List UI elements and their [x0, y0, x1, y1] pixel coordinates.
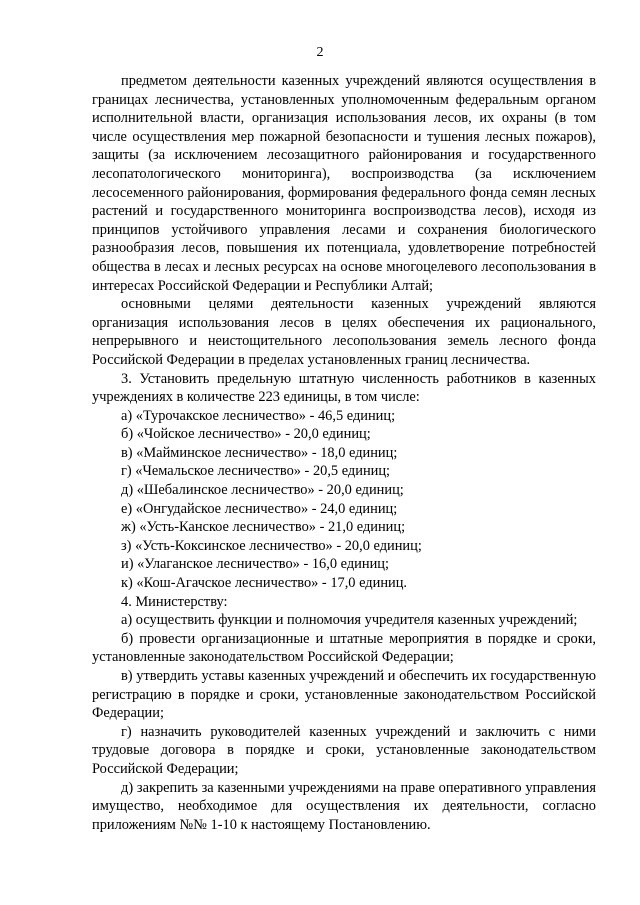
paragraph-ministry-g: г) назначить руководителей казенных учреждений и заключить с ними трудовые договора в порядке и сроки, установленные законодательством Российской Федерации; — [92, 723, 596, 777]
paragraph-subject-of-activity: предметом деятельности казенных учреждений являются осуществления в границах лесничества, установленных уполномоченным федеральным органом исполнительной власти, организация использования лесов, их охраны (в том числе осуществления мер пожарной безопасности и тушения лесных пожаров), защиты (за исключением лесозащитного районирования и государственного лесопатологического мониторинга), воспроизводства (за исключением лесосеменного районирования, формирования федерального фонда семян лесных растений и государственного мониторинга воспроизводства лесов), исходя из принципов устойчивого управления лесами и сохранения биологического разнообразия лесов, повышения их потенциала, удовлетворение потребностей общества в лесах и лесных ресурсах на основе многоцелевого лесопользования в интересах Российской Федерации и Республики Алтай; — [92, 73, 596, 294]
paragraph-ministry-a: а) осуществить функции и полномочия учредителя казенных учреждений; — [121, 612, 578, 629]
paragraph-ministry-v: в) утвердить уставы казенных учреждений и обеспечить их государственную регистрацию в порядке и сроки, установленные законодательством Российской Федерации; — [92, 668, 596, 722]
list-item-choya: б) «Чойское лесничество» - 20,0 единиц; — [121, 426, 371, 443]
paragraph-ministry-d: д) закрепить за казенными учреждениями на праве оперативного управления имущество, необходимое для осуществления их деятельности, согласно приложениям №№ 1-10 к настоящему Постановлению. — [92, 779, 596, 833]
list-item-ust-koksa: з) «Усть-Коксинское лесничество» - 20,0 единиц; — [121, 537, 422, 554]
list-item-ust-kan: ж) «Усть-Канское лесничество» - 21,0 единиц; — [121, 519, 406, 536]
page-number: 2 — [316, 45, 324, 60]
document-body — [92, 72, 596, 834]
paragraph-staff-limit: 3. Установить предельную штатную численность работников в казенных учреждениях в количестве 223 единицы, в том числе: — [92, 370, 596, 406]
list-item-shebalino: д) «Шебалинское лесничество» - 20,0 единиц; — [121, 482, 404, 499]
list-item-kosh-agach: к) «Кош-Агачское лесничество» - 17,0 единиц. — [121, 575, 408, 592]
paragraph-ministry-b: б) провести организационные и штатные мероприятия в порядке и сроки, установленные законодательством Российской Федерации; — [92, 630, 596, 666]
paragraph-ministry: 4. Министерству: — [121, 593, 228, 610]
list-item-turochak: а) «Турочакское лесничество» - 46,5 единиц; — [121, 407, 396, 424]
list-item-chemal: г) «Чемальское лесничество» - 20,5 единиц; — [121, 463, 391, 480]
paragraph-main-goals: основными целями деятельности казенных учреждений являются организация использования лесов в целях обеспечения их рационального, непрерывного и неистощительного лесопользования земель лесного фонда Российской Федерации в пределах установленных границ лесничества. — [92, 296, 596, 368]
list-item-ulagan: и) «Улаганское лесничество» - 16,0 единиц; — [121, 556, 389, 573]
list-item-mayma: в) «Майминское лесничество» - 18,0 единиц; — [121, 444, 398, 461]
list-item-ongudai: е) «Онгудайское лесничество» - 24,0 единиц; — [121, 500, 398, 517]
